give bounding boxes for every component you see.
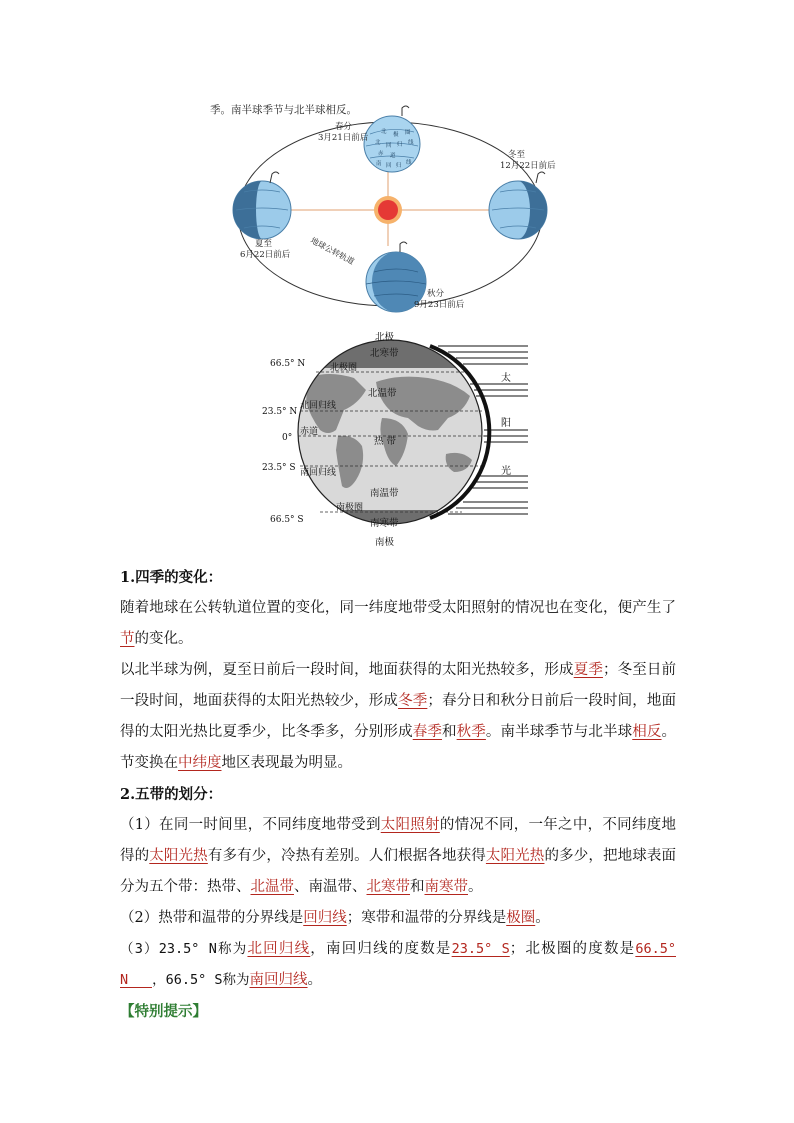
special-tip-heading: 【特别提示】 (120, 1003, 207, 1020)
text-segment: 、南温带、 (294, 879, 367, 895)
answer-23-5-s: 23.5° S (451, 941, 510, 957)
answer-seasons-2: 节 (120, 631, 135, 647)
winter-solstice-date: 12月22日前后 (500, 161, 556, 171)
autumn-equinox-label: 秋分 (427, 289, 445, 299)
spring-earth-text-6: 归 (397, 142, 403, 148)
south-pole-label: 南极 (375, 537, 395, 548)
lat-23-5n-label: 23.5° N (262, 407, 298, 417)
lat-0-label: 0° (282, 433, 293, 443)
summer-solstice-date: 6月22日前后 (240, 250, 291, 260)
text-segment: （2）热带和温带的分界线是 (120, 910, 304, 926)
autumn-equinox-date: 9月23日前后 (414, 300, 465, 310)
northern-example-line-2 (120, 686, 676, 717)
boundary-line-para (120, 903, 676, 934)
winter-solstice-earth (489, 172, 547, 239)
seasons-para-line-1 (120, 593, 676, 624)
spring-earth-text-3: 圈 (405, 130, 411, 136)
text-segment: 分为五个带：热带、 (120, 879, 251, 895)
text-segment: 节变换在 (120, 755, 178, 771)
text-segment: ；北极圈的度数是 (509, 941, 636, 957)
northern-example-line-1 (120, 655, 676, 686)
text-segment: ，南回归线的度数是 (310, 941, 452, 957)
text-segment: 随着地球在公转轨道位置的变化，同一纬度地带受太阳照射的情况也在变化，便产生了 (120, 600, 676, 616)
answer-sun-illumination: 太阳照射 (380, 817, 440, 833)
spring-earth-text-2: 极 (393, 132, 399, 138)
spring-earth-text-8: 赤 (378, 151, 384, 157)
degrees-para-line-2 (120, 965, 676, 996)
answer-north-temperate: 北温带 (250, 879, 294, 895)
seasons-para-line-2 (120, 624, 676, 655)
winter-solstice-label: 冬至 (508, 150, 526, 160)
arctic-circle-label: 北极圈 (330, 363, 358, 373)
heading-four-seasons: 1.四季的变化： (120, 569, 223, 586)
sun-icon (374, 196, 402, 224)
zones-para-line-3 (120, 872, 676, 903)
spring-earth-text-5: 回 (386, 143, 392, 149)
zones-para-line-1 (120, 810, 676, 841)
northern-example-line-4 (120, 748, 676, 779)
text-segment: ；冬至日前 (602, 662, 676, 678)
orbit-diagram (200, 96, 580, 320)
north-pole-label: 北极 (375, 332, 395, 343)
text-segment: 得的太阳光热比夏季少，比冬季多，分别形成 (120, 724, 413, 740)
text-segment: 。 (661, 724, 676, 740)
spring-equinox-earth (364, 106, 420, 172)
text-segment: 一段时间，地面获得的太阳光热较少，形成 (120, 693, 399, 709)
north-frigid-zone-label: 北寒带 (370, 348, 399, 359)
answer-66-5-n-part2: N (120, 972, 129, 988)
spring-earth-text-11: 回 (386, 163, 392, 169)
spring-earth-text-7: 线 (408, 140, 414, 146)
text-segment: 和 (441, 724, 457, 740)
north-temperate-zone-label: 北温带 (368, 388, 397, 399)
spring-earth-text-4: 北 (375, 140, 381, 146)
northern-example-line-3 (120, 717, 676, 748)
orbit-track-label: 地球公转轨道 (309, 235, 356, 267)
sun-char-3: 光 (501, 466, 511, 477)
lat-23-5s-label: 23.5° S (262, 463, 296, 473)
spring-earth-text-9: 道 (390, 153, 396, 159)
tropic-of-cancer-label: 北回归线 (300, 401, 337, 411)
text-segment: 和 (410, 879, 425, 895)
tropic-of-capricorn-label: 南回归线 (300, 468, 337, 478)
text-segment: ，66.5° S称为 (152, 972, 250, 988)
lat-66-5s-label: 66.5° S (270, 515, 304, 525)
spring-earth-text-13: 线 (406, 160, 412, 166)
zones-para-line-2 (120, 841, 676, 872)
answer-opposite: 相反 (632, 724, 662, 740)
south-frigid-zone-label: 南寒带 (370, 518, 399, 529)
climate-zones-figure (258, 326, 548, 550)
answer-spring: 春季 (412, 724, 442, 740)
text-segment: （3）23.5° N称为 (120, 941, 248, 957)
answer-sun-heat-1: 太阳光热 (149, 848, 208, 864)
spring-earth-text-12: 归 (396, 163, 402, 169)
spring-earth-text-10: 南 (376, 161, 382, 167)
text-segment: 的情况不同，一年之中，不同纬度地 (439, 817, 676, 833)
answer-winter: 冬季 (398, 693, 428, 709)
text-segment: 的多少，把地球表面 (544, 848, 676, 864)
text-segment: 。 (535, 910, 550, 926)
text-segment: 得的 (120, 848, 150, 864)
answer-blank-underline (128, 969, 152, 988)
spring-equinox-date: 3月21日前后 (318, 133, 369, 143)
climate-zones-diagram (258, 326, 548, 550)
answer-summer: 夏季 (573, 662, 603, 678)
sun-char-2: 阳 (501, 418, 511, 429)
equator-label: 赤道 (300, 427, 319, 437)
answer-66-5-n-part1: 66.5° (635, 941, 676, 957)
lesson-content (120, 562, 676, 1027)
text-segment: ；春分日和秋分日前后一段时间，地面 (427, 693, 676, 709)
text-segment: ；寒带和温带的分界线是 (346, 910, 507, 926)
text-segment: （1）在同一时间里，不同纬度地带受到 (120, 817, 381, 833)
summer-solstice-earth (233, 172, 291, 239)
answer-tropic-lines: 回归线 (303, 910, 347, 926)
orbit-figure (200, 96, 580, 320)
text-segment: 。 (468, 879, 483, 895)
spring-earth-text-1: 北 (381, 129, 387, 135)
text-segment: 有多有少，冷热有差别。人们根据各地获得 (207, 848, 486, 864)
orbit-caption: 季。南半球季节与北半球相反。 (210, 104, 357, 116)
text-segment: 。 (307, 972, 323, 988)
antarctic-circle-label: 南极圈 (336, 503, 364, 513)
sun-char-1: 太 (501, 373, 511, 384)
text-segment: 地区表现最为明显。 (221, 755, 352, 771)
answer-south-frigid: 南寒带 (424, 879, 468, 895)
text-segment: 的变化。 (134, 631, 193, 647)
south-temperate-zone-label: 南温带 (370, 488, 399, 499)
heading-five-zones: 2.五带的划分： (120, 786, 223, 803)
degrees-para-line-1 (120, 934, 676, 965)
text-segment: 。南半球季节与北半球 (485, 724, 633, 740)
answer-north-frigid: 北寒带 (366, 879, 410, 895)
lat-66-5n-label: 66.5° N (270, 359, 306, 369)
summer-solstice-label: 夏至 (255, 239, 273, 249)
spring-equinox-label: 春分 (335, 122, 353, 132)
answer-polar-circles: 极圈 (506, 910, 536, 926)
answer-tropic-of-capricorn: 南回归线 (249, 972, 308, 988)
answer-mid-latitude: 中纬度 (178, 755, 222, 771)
answer-tropic-of-cancer: 北回归线 (247, 941, 311, 957)
answer-sun-heat-2: 太阳光热 (485, 848, 545, 864)
tropical-zone-label: 热 带 (374, 436, 397, 447)
answer-autumn: 秋季 (456, 724, 486, 740)
text-segment: 以北半球为例，夏至日前后一段时间，地面获得的太阳光热较多，形成 (120, 662, 574, 678)
